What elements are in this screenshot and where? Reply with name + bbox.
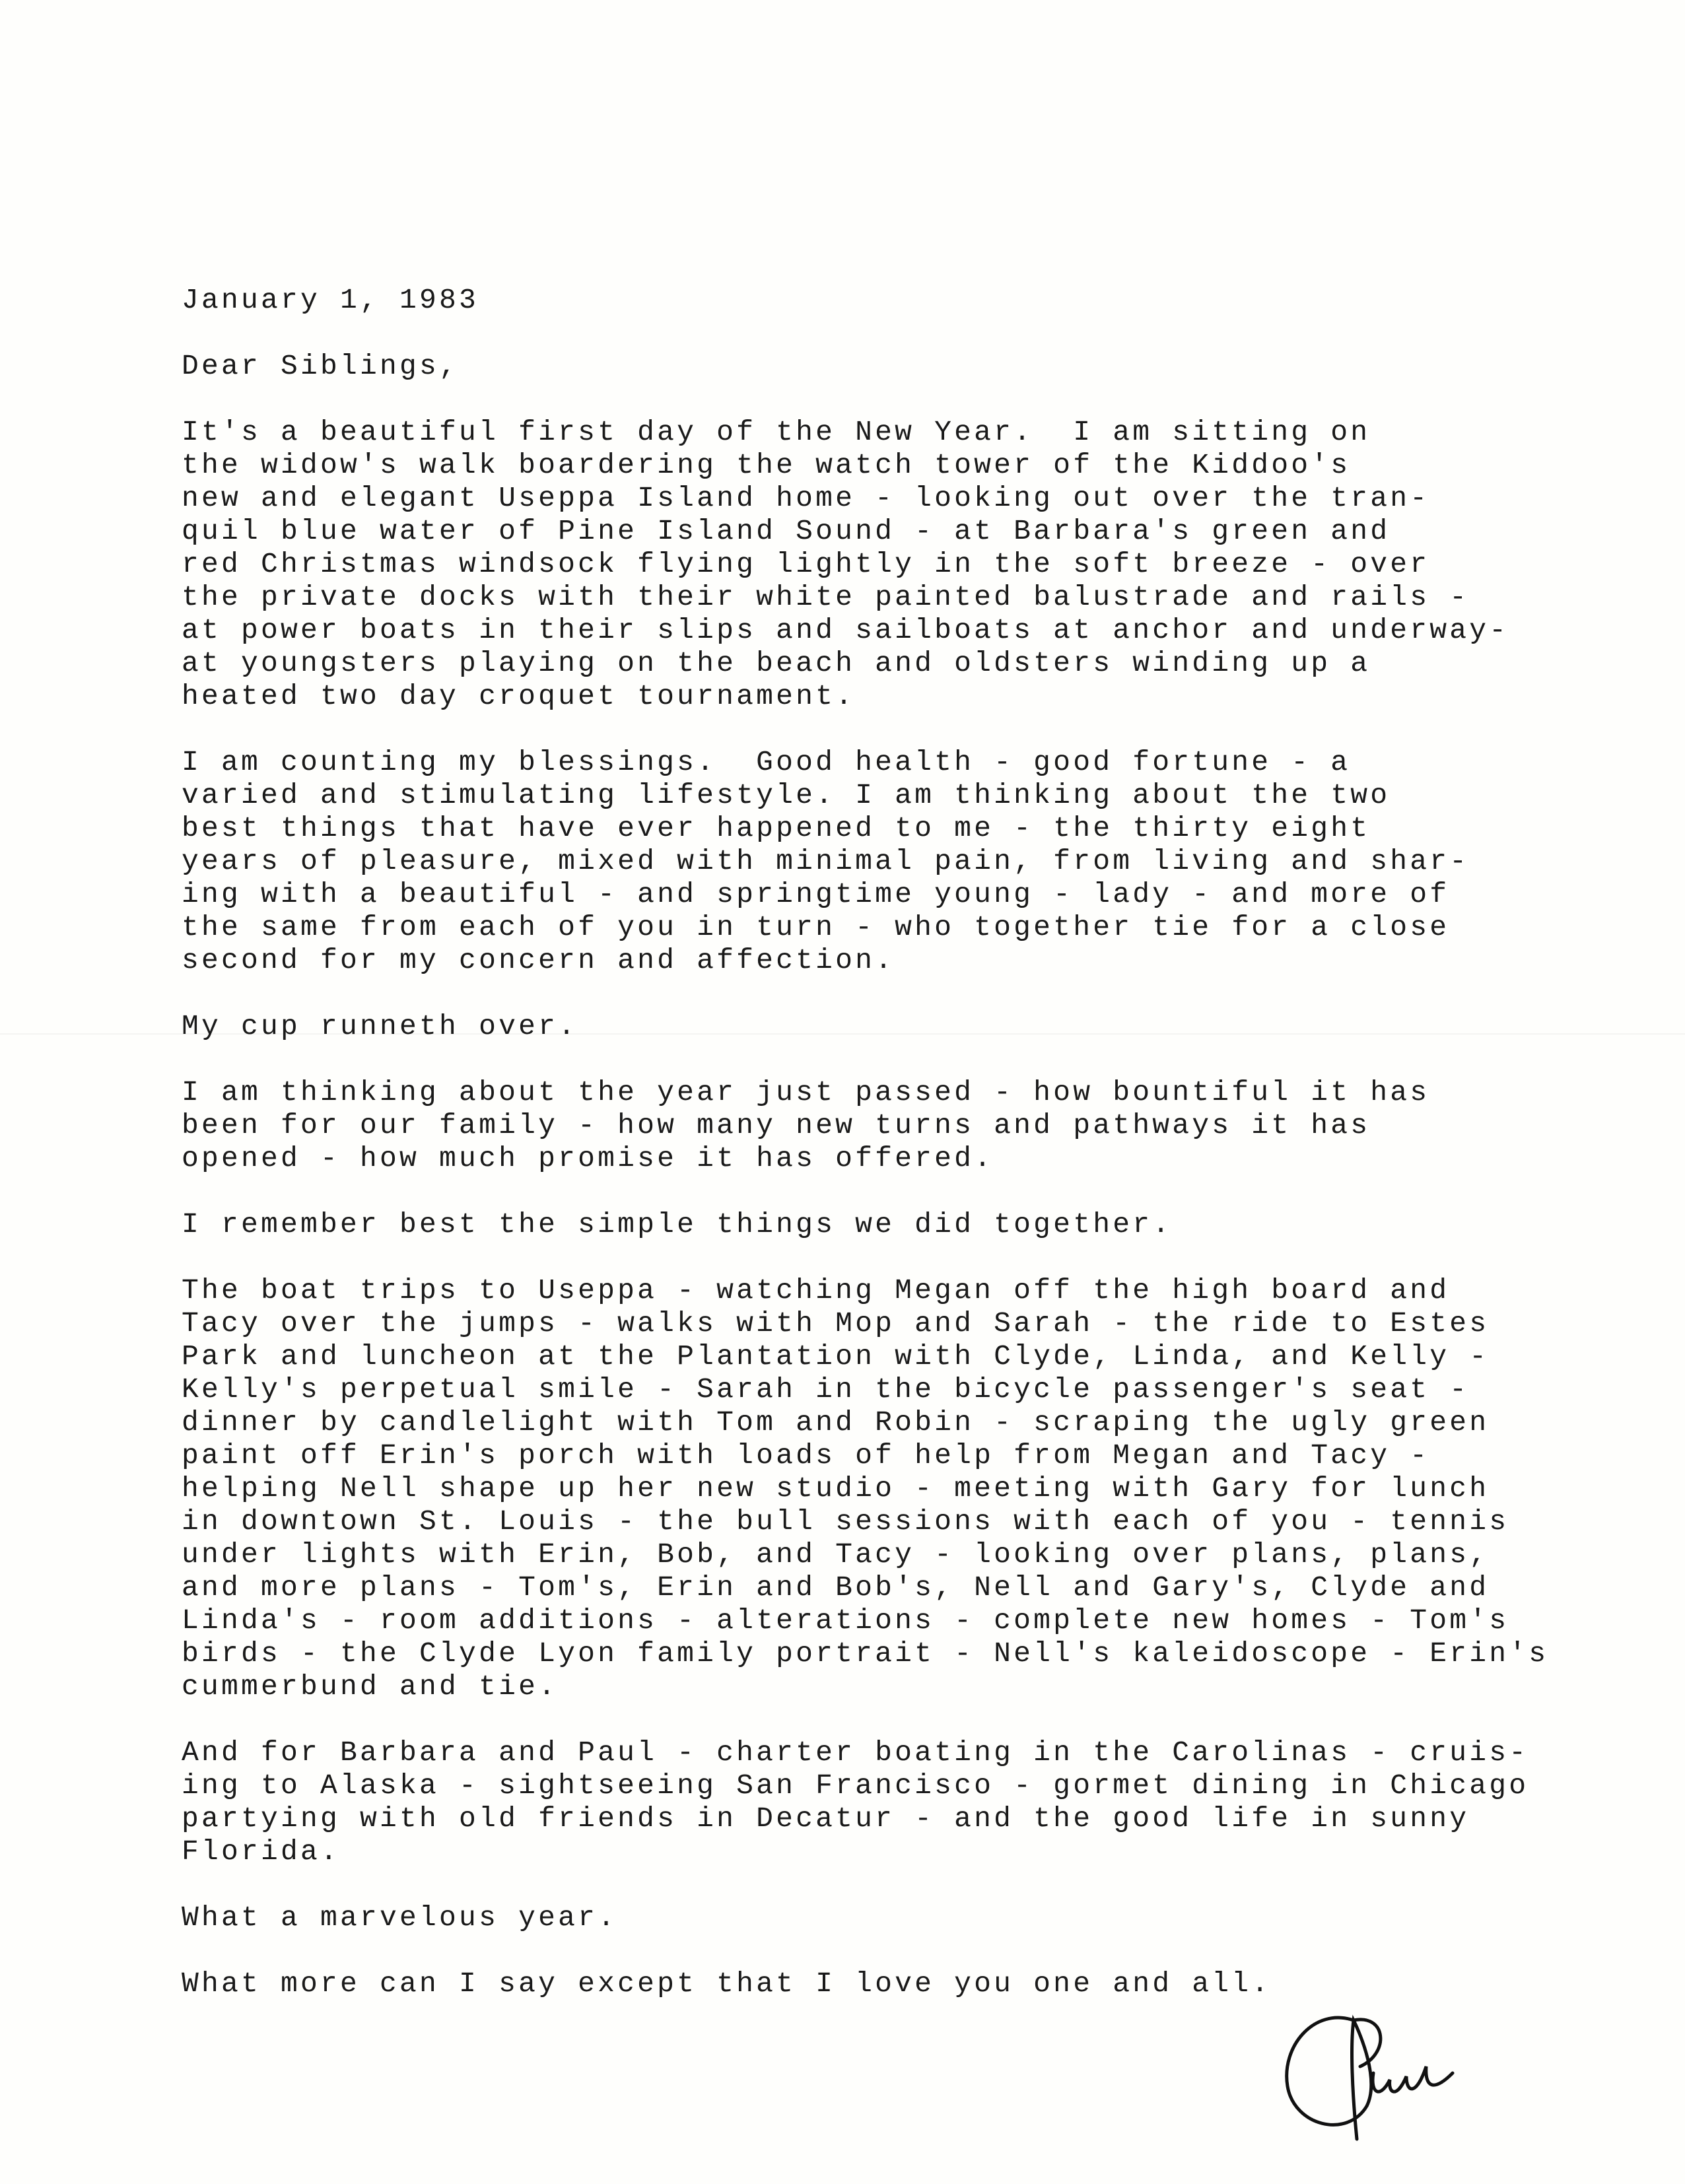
text-line: the same from each of you in turn - who together tie for a close	[182, 911, 1450, 943]
text-line: Park and luncheon at the Plantation with Clyde, Linda, and Kelly -	[182, 1340, 1490, 1373]
paragraph-4	[182, 1076, 1621, 1175]
paragraph-2	[182, 746, 1621, 977]
text-line: dinner by candlelight with Tom and Robin - scraping the ugly green	[182, 1406, 1490, 1439]
text-line: years of pleasure, mixed with minimal pain, from living and shar-	[182, 845, 1470, 877]
text-line: under lights with Erin, Bob, and Tacy - looking over plans, plans,	[182, 1538, 1490, 1571]
text-line: cummerbund and tie.	[182, 1670, 559, 1703]
text-line: What a marvelous year.	[182, 1901, 618, 1934]
text-line: Linda's - room additions - alterations - complete new homes - Tom's	[182, 1604, 1509, 1637]
text-line: ing with a beautiful - and springtime young - lady - and more of	[182, 878, 1450, 910]
text-line: heated two day croquet tournament.	[182, 680, 856, 712]
text-line: the private docks with their white painted balustrade and rails -	[182, 581, 1470, 613]
text-line: Florida.	[182, 1835, 341, 1868]
paragraph-6	[182, 1274, 1621, 1703]
paragraph-3	[182, 1010, 1621, 1043]
letter-date: January 1, 1983	[182, 284, 479, 316]
paragraph-5	[182, 1208, 1621, 1241]
text-line: in downtown St. Louis - the bull sessions with each of you - tennis	[182, 1505, 1509, 1538]
text-line: helping Nell shape up her new studio - meeting with Gary for lunch	[182, 1472, 1490, 1505]
text-line: What more can I say except that I love you one and all.	[182, 1967, 1272, 2000]
paragraph-8	[182, 1901, 1621, 1934]
text-line: birds - the Clyde Lyon family portrait - Nell's kaleidoscope - Erin's	[182, 1637, 1549, 1670]
text-line: My cup runneth over.	[182, 1010, 578, 1042]
text-line: Kelly's perpetual smile - Sarah in the bicycle passenger's seat -	[182, 1373, 1470, 1406]
text-line: It's a beautiful first day of the New Year. I am sitting on	[182, 416, 1371, 448]
text-line: partying with old friends in Decatur - and the good life in sunny	[182, 1802, 1470, 1835]
text-line: opened - how much promise it has offered.	[182, 1142, 994, 1175]
text-line: I remember best the simple things we did together.	[182, 1208, 1173, 1241]
paragraph-1	[182, 416, 1621, 713]
letter-body	[182, 284, 1621, 2033]
letter-salutation: Dear Siblings,	[182, 350, 460, 382]
text-line: I am thinking about the year just passed - how bountiful it has	[182, 1076, 1430, 1109]
text-line: second for my concern and affection.	[182, 944, 895, 976]
text-line: the widow's walk boardering the watch tower of the Kiddoo's	[182, 449, 1351, 481]
text-line: best things that have ever happened to me - the thirty eight	[182, 812, 1371, 844]
text-line: varied and stimulating lifestyle. I am thinking about the two	[182, 779, 1391, 811]
handwritten-signature	[1274, 1994, 1472, 2146]
text-line: been for our family - how many new turns and pathways it has	[182, 1109, 1371, 1142]
text-line: The boat trips to Useppa - watching Megan off the high board and	[182, 1274, 1450, 1307]
text-line: red Christmas windsock flying lightly in the soft breeze - over	[182, 548, 1430, 580]
text-line: and more plans - Tom's, Erin and Bob's, Nell and Gary's, Clyde and	[182, 1571, 1490, 1604]
text-line: Tacy over the jumps - walks with Mop and Sarah - the ride to Estes	[182, 1307, 1490, 1340]
text-line: paint off Erin's porch with loads of help from Megan and Tacy -	[182, 1439, 1430, 1472]
text-line: at power boats in their slips and sailboats at anchor and underway-	[182, 614, 1509, 646]
text-line: at youngsters playing on the beach and oldsters winding up a	[182, 647, 1371, 679]
text-line: new and elegant Useppa Island home - looking out over the tran-	[182, 482, 1430, 514]
text-line: ing to Alaska - sightseeing San Francisco - gormet dining in Chicago	[182, 1769, 1529, 1802]
text-line: And for Barbara and Paul - charter boating in the Carolinas - cruis-	[182, 1736, 1529, 1769]
text-line: I am counting my blessings. Good health - good fortune - a	[182, 746, 1351, 778]
paragraph-7	[182, 1736, 1621, 1868]
text-line: quil blue water of Pine Island Sound - at Barbara's green and	[182, 515, 1391, 547]
